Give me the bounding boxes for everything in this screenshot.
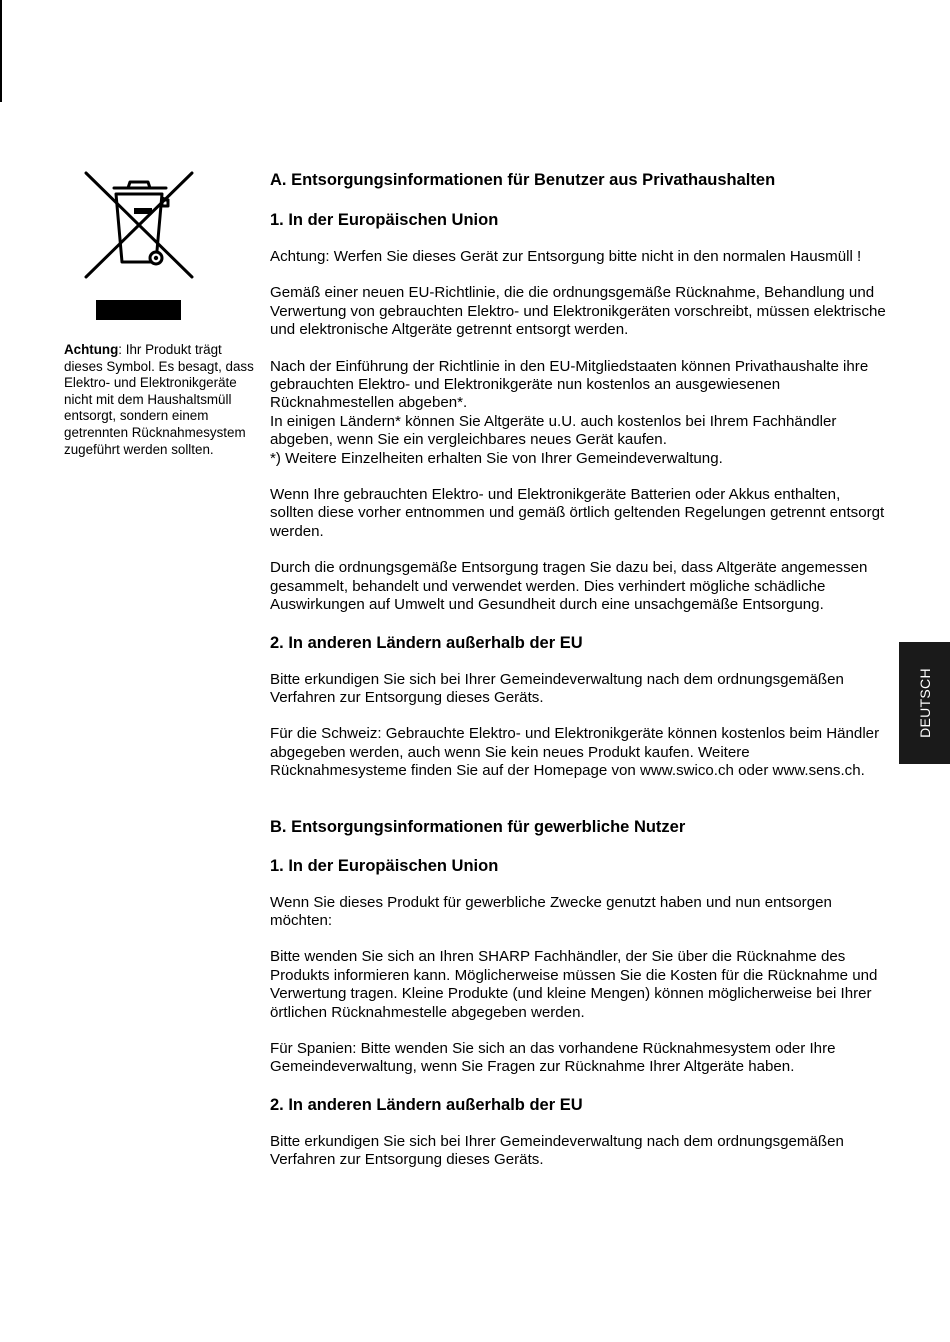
section-b-title: B. Entsorgungsinformationen für gewerbliche Nutzer	[270, 817, 686, 836]
solid-bar-marking	[96, 300, 181, 320]
paragraph: Durch die ordnungsgemäße Entsorgung tragen Sie dazu bei, dass Altgeräte angemessen gesammelt, behandelt und verwendet werden. Dies verhindert mögliche schädliche Auswirkungen auf Umwelt und Gesundheit durch eine unsachgemäße Entsorgung.	[270, 559, 868, 614]
footnote: *) Weitere Einzelheiten erhalten Sie von Ihrer Gemeindeverwaltung.	[270, 449, 723, 467]
section-a-eu-heading: 1. In der Europäischen Union	[270, 211, 499, 229]
paragraph: Wenn Sie dieses Produkt für gewerbliche Zwecke genutzt haben und nun entsorgen möchten:	[270, 893, 832, 929]
section-b-other-heading: 2. In anderen Ländern außerhalb der EU	[270, 1095, 583, 1114]
note-text: : Ihr Produkt trägt dieses Symbol. Es besagt, dass Elektro- und Elektronikgeräte nicht mit dem Haushaltsmüll entsorgt, sondern einem getrennten Rücknahmesystem zugeführt werden sollten.	[64, 342, 254, 457]
language-tab-label: DEUTSCH	[916, 668, 933, 738]
paragraph: Nach der Einführung der Richtlinie in den EU-Mitgliedstaaten können Privathaushalte ihre gebrauchten Elektro- und Elektronikgeräte nun kostenlos an ausgewiesenen Rücknahmestellen abgeben*.	[270, 357, 869, 412]
section-a-title: A. Entsorgungsinformationen für Benutzer aus Privathaushalten	[270, 171, 776, 189]
main-content	[270, 168, 888, 1170]
paragraph: Für Spanien: Bitte wenden Sie sich an das vorhandene Rücknahmesystem oder Ihre Gemeindeverwaltung, wenn Sie Fragen zur Rücknahme Ihrer Altgeräte haben.	[270, 1039, 836, 1076]
paragraph: In einigen Ländern* können Sie Altgeräte u.U. auch kostenlos bei Ihrem Fachhändler abgeben, wenn Sie ein vergleichbares neues Gerät kaufen.	[270, 412, 837, 449]
crossed-out-wheelie-bin-icon	[84, 170, 194, 280]
paragraph: Wenn Ihre gebrauchten Elektro- und Elektronikgeräte Batterien oder Akkus enthalten, sollten diese vorher entnommen und gemäß örtlich geltenden Regelungen getrennt entsorgt werden.	[270, 486, 885, 540]
crop-mark	[0, 0, 2, 102]
paragraph: Achtung: Werfen Sie dieses Gerät zur Entsorgung bitte nicht in den normalen Hausmüll !	[270, 248, 862, 265]
section-a-other-heading: 2. In anderen Ländern außerhalb der EU	[270, 633, 583, 652]
paragraph: Bitte erkundigen Sie sich bei Ihrer Gemeindeverwaltung nach dem ordnungsgemäßen Verfahren zur Entsorgung dieses Geräts.	[270, 1132, 844, 1169]
symbol-note	[64, 342, 254, 458]
note-label: Achtung	[64, 342, 119, 357]
paragraph: Bitte wenden Sie sich an Ihren SHARP Fachhändler, der Sie über die Rücknahme des Produkts informieren kann. Möglicherweise müssen Sie die Kosten für die Rücknahme und Verwertung tragen. Kleine Produkte (und kleine Mengen) können möglicherweise bei Ihrer örtlichen Rücknahmestelle abgegeben werden.	[270, 948, 878, 1021]
language-tab	[899, 642, 950, 764]
paragraph: Für die Schweiz: Gebrauchte Elektro- und Elektronikgeräte können kostenlos beim Händler abgegeben werden, auch wenn Sie kein neues Produkt kaufen. Weitere Rücknahmesysteme finden Sie auf der Homepage von www.swico.ch oder www.sens.ch.	[270, 725, 880, 780]
section-b-eu-heading: 1. In der Europäischen Union	[270, 856, 499, 875]
paragraph: Gemäß einer neuen EU-Richtlinie, die die ordnungsgemäße Rücknahme, Behandlung und Verwertung von gebrauchten Elektro- und Elektronikgeräten vorschreibt, müssen elektrische und elektronische Altgeräte getrennt entsorgt werden.	[270, 284, 886, 339]
paragraph: Bitte erkundigen Sie sich bei Ihrer Gemeindeverwaltung nach dem ordnungsgemäßen Verfahren zur Entsorgung dieses Geräts.	[270, 670, 844, 706]
